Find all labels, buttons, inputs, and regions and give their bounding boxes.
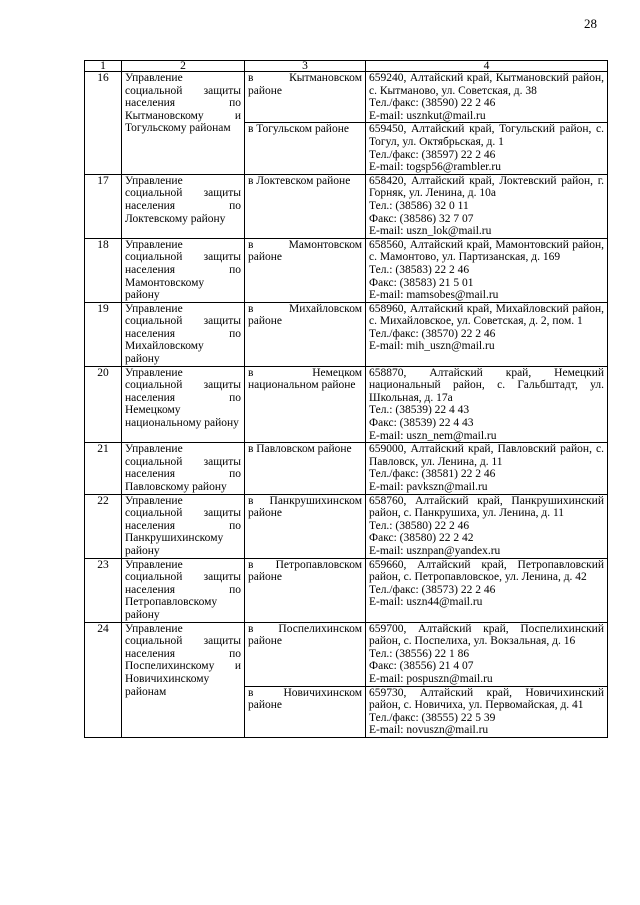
contact-details [366,558,608,622]
contact-details [366,174,608,238]
row-number: 17 [85,174,122,238]
postal-address: 658420, Алтайский край, Локтевский район, г. Горняк, ул. Ленина, д. 10а [369,174,607,200]
phone-fax: Тел.: (38583) 22 2 46 [369,263,470,276]
district-name: в Новичихинском районе [245,686,366,737]
phone-fax: Факс: (38580) 22 2 42 [369,532,474,545]
header-col-3: 3 [245,61,366,72]
district-name: в Мамонтовском районе [245,238,366,302]
contact-details [366,302,608,366]
table-row [85,366,608,443]
postal-address: 658560, Алтайский край, Мамонтовский район, с. Мамонтово, ул. Партизанская, д. 169 [369,238,607,264]
row-number: 20 [85,366,122,443]
table-body [85,72,608,738]
organization-name: Управление социальной защиты населения по Петропавловскому району [122,558,245,622]
table-row [85,558,608,622]
phone-fax: Факс: (38556) 21 4 07 [369,660,474,673]
email-address: E-mail: pavkszn@mail.ru [369,481,488,493]
header-col-1: 1 [85,61,122,72]
email-address: E-mail: mih_uszn@mail.ru [369,340,495,353]
postal-address: 659240, Алтайский край, Кытмановский район, с. Кытманово, ул. Советская, д. 38 [369,72,607,97]
row-number: 18 [85,238,122,302]
uszn-contacts-table [84,60,608,738]
organization-name: Управление социальной защиты населения по Панкрушихинскому району [122,494,245,558]
table-header-row [85,61,608,72]
postal-address: 659450, Алтайский край, Тогульский район, с. Тогул, ул. Октябрьская, д. 1 [369,123,607,148]
district-name: в Петропавловском районе [245,558,366,622]
phone-fax: Тел.: (38586) 32 0 11 [369,199,469,212]
district-name: в Михайловском районе [245,302,366,366]
contact-details [366,366,608,443]
district-name: в Локтевском районе [245,174,366,238]
phone-fax: Тел.: (38539) 22 4 43 [369,404,470,417]
phone-fax: Тел./факс: (38597) 22 2 46 [369,148,496,161]
contact-details [366,686,608,737]
contact-details [366,494,608,558]
phone-fax: Факс: (38539) 22 4 43 [369,417,474,430]
organization-name: Управление социальной защиты населения по Павловскому району [122,443,245,494]
organization-name: Управление социальной защиты населения по Мамонтовскому району [122,238,245,302]
email-address: E-mail: usznpan@yandex.ru [369,544,501,557]
row-number: 24 [85,622,122,737]
table-row [85,238,608,302]
row-number: 21 [85,443,122,494]
contact-details [366,443,608,494]
postal-address: 659730, Алтайский край, Новичихинский район, с. Новичиха, ул. Первомайская, д. 41 [369,686,607,712]
email-address: E-mail: uszn_nem@mail.ru [369,429,497,442]
phone-fax: Тел./факс: (38555) 22 5 39 [369,711,496,724]
phone-fax: Тел./факс: (38573) 22 2 46 [369,583,496,596]
phone-fax: Факс: (38583) 21 5 01 [369,276,474,289]
row-number: 22 [85,494,122,558]
postal-address: 659660, Алтайский край, Петропавловский район, с. Петропавловское, ул. Ленина, д. 42 [369,558,607,584]
contact-details [366,72,608,123]
table-row [85,302,608,366]
table-row [85,174,608,238]
organization-name: Управление социальной защиты населения по Локтевскому району [122,174,245,238]
district-name: в Поспелихинском районе [245,622,366,686]
phone-fax: Тел./факс: (38581) 22 2 46 [369,468,496,481]
district-name: в Немецком национальном районе [245,366,366,443]
table-row [85,443,608,494]
district-name: в Кытмановском районе [245,72,366,123]
postal-address: 658960, Алтайский край, Михайловский район, с. Михайловское, ул. Советская, д. 2, пом. 1 [369,302,607,328]
phone-fax: Тел./факс: (38590) 22 2 46 [369,97,496,110]
organization-name: Управление социальной защиты населения по Михайловскому району [122,302,245,366]
email-address: E-mail: mamsobes@mail.ru [369,289,499,302]
phone-fax: Факс: (38586) 32 7 07 [369,212,474,225]
organization-name: Управление социальной защиты населения по Кытмановскому и Тогульскому районам [122,72,245,175]
email-address: E-mail: uszn44@mail.ru [369,596,483,609]
email-address: E-mail: novuszn@mail.ru [369,724,489,737]
contact-details [366,238,608,302]
row-number: 16 [85,72,122,175]
email-address: E-mail: togsp56@rambler.ru [369,161,501,174]
table-row [85,494,608,558]
organization-name: Управление социальной защиты населения по Поспелихинскому и Новичихинскому районам [122,622,245,737]
email-address: E-mail: uszn_lok@mail.ru [369,225,492,238]
contact-details [366,123,608,174]
page-number: 28 [584,16,597,31]
district-name: в Павловском районе [245,443,366,494]
phone-fax: Тел.: (38556) 22 1 86 [369,647,470,660]
district-name: в Панкрушихинском районе [245,494,366,558]
table-row [85,72,608,123]
organization-name: Управление социальной защиты населения по Немецкому национальному району [122,366,245,443]
phone-fax: Тел.: (38580) 22 2 46 [369,519,470,532]
postal-address: 659000, Алтайский край, Павловский район, с. Павловск, ул. Ленина, д. 11 [369,443,607,468]
row-number: 23 [85,558,122,622]
email-address: E-mail: pospuszn@mail.ru [369,672,493,685]
district-name: в Тогульском районе [245,123,366,174]
postal-address: 658870, Алтайский край, Немецкий национальный район, с. Гальбштадт, ул. Школьная, д. 17а [369,366,607,404]
contact-details [366,622,608,686]
row-number: 19 [85,302,122,366]
postal-address: 659700, Алтайский край, Поспелихинский район, с. Поспелиха, ул. Вокзальная, д. 16 [369,622,607,648]
header-col-2: 2 [122,61,245,72]
postal-address: 658760, Алтайский край, Панкрушихинский район, с. Панкрушиха, ул. Ленина, д. 11 [369,494,607,520]
phone-fax: Тел./факс: (38570) 22 2 46 [369,327,496,340]
header-col-4: 4 [366,61,608,72]
email-address: E-mail: usznkut@mail.ru [369,109,486,122]
table-row [85,622,608,686]
